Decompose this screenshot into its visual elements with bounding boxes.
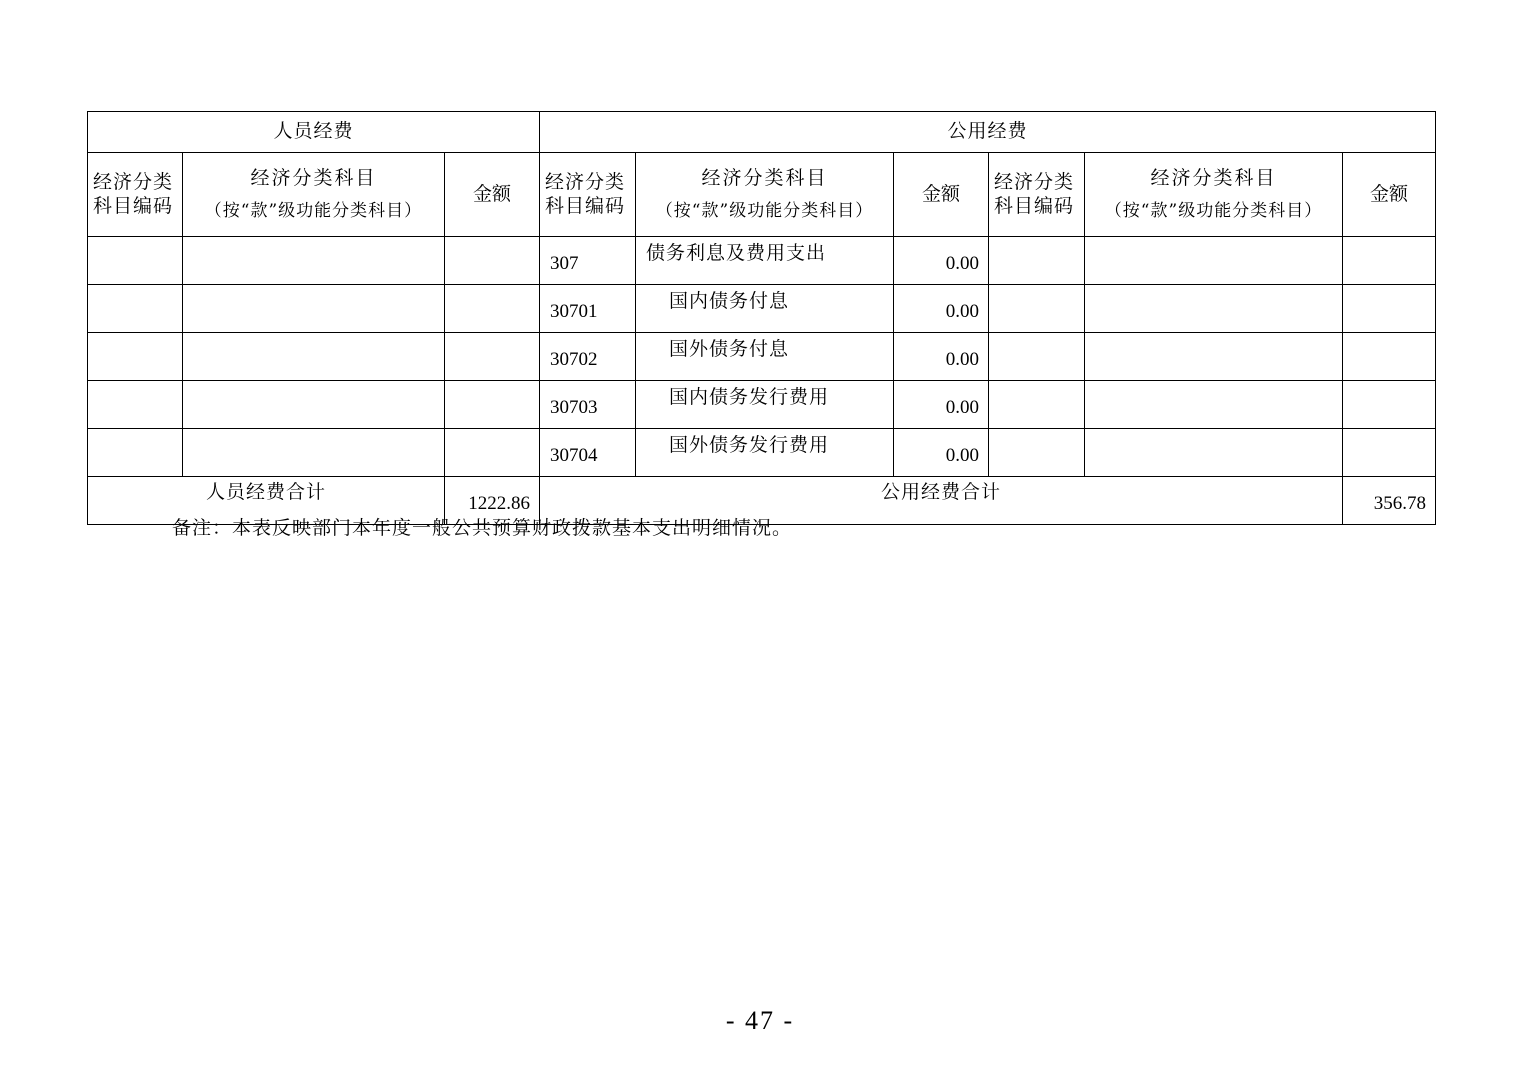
name-header-line2: （按“款”级功能分类科目）	[655, 200, 874, 221]
row-code: 30704	[540, 429, 636, 477]
name-header-line2: （按“款”级功能分类科目）	[204, 200, 423, 221]
personnel-total-amount: 1222.86	[445, 477, 540, 525]
name-column-header	[636, 153, 894, 237]
table-row	[88, 237, 1436, 285]
name-header-line1: 经济分类科目	[250, 167, 377, 189]
name-header-line2: （按“款”级功能分类科目）	[1104, 200, 1323, 221]
row-amount: 0.00	[894, 333, 989, 381]
expenditure-table	[87, 111, 1436, 525]
table-row	[88, 333, 1436, 381]
public-expense-header: 公用经费	[540, 112, 1436, 153]
table-row	[88, 381, 1436, 429]
personnel-total-label: 人员经费合计	[88, 477, 445, 525]
amount-column-header: 金额	[1343, 153, 1436, 237]
public-total-amount: 356.78	[1343, 477, 1436, 525]
name-header-line1: 经济分类科目	[1150, 167, 1277, 189]
code-column-header: 经济分类科目编码	[989, 153, 1085, 237]
name-header-line1: 经济分类科目	[701, 167, 828, 189]
name-column-header	[183, 153, 445, 237]
amount-column-header: 金额	[445, 153, 540, 237]
row-name: 国内债务付息	[636, 285, 894, 333]
personnel-expense-header: 人员经费	[88, 112, 540, 153]
row-amount: 0.00	[894, 429, 989, 477]
page-number: - 47 -	[725, 1006, 795, 1035]
row-amount: 0.00	[894, 237, 989, 285]
code-column-header: 经济分类科目编码	[540, 153, 636, 237]
code-column-header: 经济分类科目编码	[88, 153, 183, 237]
table-row	[88, 429, 1436, 477]
row-code: 307	[540, 237, 636, 285]
table-row	[88, 285, 1436, 333]
row-name: 国内债务发行费用	[636, 381, 894, 429]
row-amount: 0.00	[894, 381, 989, 429]
row-amount: 0.00	[894, 285, 989, 333]
public-total-label: 公用经费合计	[540, 477, 1343, 525]
row-code: 30702	[540, 333, 636, 381]
amount-column-header: 金额	[894, 153, 989, 237]
row-code: 30703	[540, 381, 636, 429]
row-name: 国外债务付息	[636, 333, 894, 381]
row-name: 债务利息及费用支出	[636, 237, 894, 285]
table-note: 备注：本表反映部门本年度一般公共预算财政拨款基本支出明细情况。	[172, 517, 793, 539]
row-name: 国外债务发行费用	[636, 429, 894, 477]
row-code: 30701	[540, 285, 636, 333]
name-column-header	[1085, 153, 1343, 237]
